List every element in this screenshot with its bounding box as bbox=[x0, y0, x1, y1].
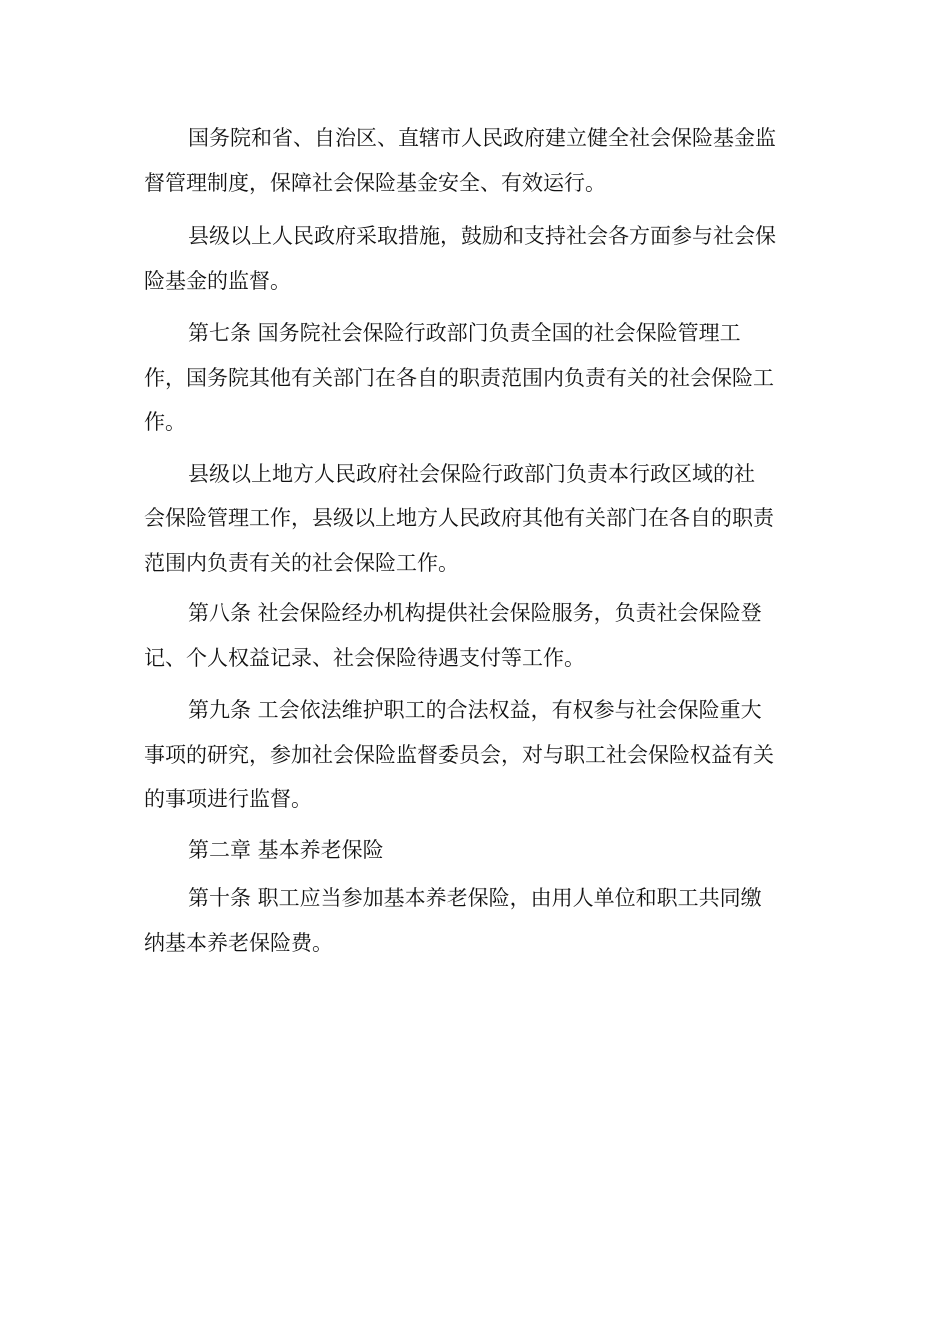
paragraph-article-10 bbox=[144, 876, 808, 965]
paragraph-line: 的事项进行监督。 bbox=[144, 787, 312, 811]
paragraph-line: 范围内负责有关的社会保险工作。 bbox=[144, 550, 459, 575]
paragraph-line: 纳基本养老保险费。 bbox=[144, 930, 333, 955]
paragraph-line: 险基金的监督。 bbox=[144, 268, 291, 293]
paragraph-line: 第八条 社会保险经办机构提供社会保险服务，负责社会保险登 bbox=[188, 601, 762, 625]
chapter-2-heading bbox=[144, 828, 808, 873]
paragraph-fund-supervision bbox=[144, 116, 808, 205]
paragraph-article-7 bbox=[144, 311, 808, 445]
paragraph-line: 事项的研究，参加社会保险监督委员会，对与职工社会保险权益有关 bbox=[144, 742, 774, 767]
paragraph-article-9 bbox=[144, 688, 808, 822]
paragraph-line: 第十条 职工应当参加基本养老保险，由用人单位和职工共同缴 bbox=[188, 886, 762, 910]
paragraph-line: 第九条 工会依法维护职工的合法权益，有权参与社会保险重大 bbox=[188, 698, 762, 722]
paragraph-line: 会保险管理工作，县级以上地方人民政府其他有关部门在各自的职责 bbox=[144, 506, 774, 530]
paragraph-social-participation bbox=[144, 214, 808, 303]
chapter-heading-line: 第二章 基本养老保险 bbox=[188, 837, 384, 862]
paragraph-line: 记、个人权益记录、社会保险待遇支付等工作。 bbox=[144, 645, 585, 670]
paragraph-local-administration bbox=[144, 452, 808, 586]
paragraph-line: 督管理制度，保障社会保险基金安全、有效运行。 bbox=[144, 170, 606, 195]
paragraph-line: 作，国务院其他有关部门在各自的职责范围内负责有关的社会保险工 bbox=[144, 365, 774, 390]
paragraph-line: 国务院和省、自治区、直辖市人民政府建立健全社会保险基金监 bbox=[188, 126, 776, 150]
paragraph-line: 第七条 国务院社会保险行政部门负责全国的社会保险管理工 bbox=[188, 321, 741, 345]
paragraph-line: 县级以上人民政府采取措施，鼓励和支持社会各方面参与社会保 bbox=[188, 224, 776, 248]
paragraph-article-8 bbox=[144, 591, 808, 680]
paragraph-line: 县级以上地方人民政府社会保险行政部门负责本行政区域的社 bbox=[188, 461, 755, 486]
document-body bbox=[144, 116, 808, 965]
paragraph-line: 作。 bbox=[144, 410, 186, 434]
